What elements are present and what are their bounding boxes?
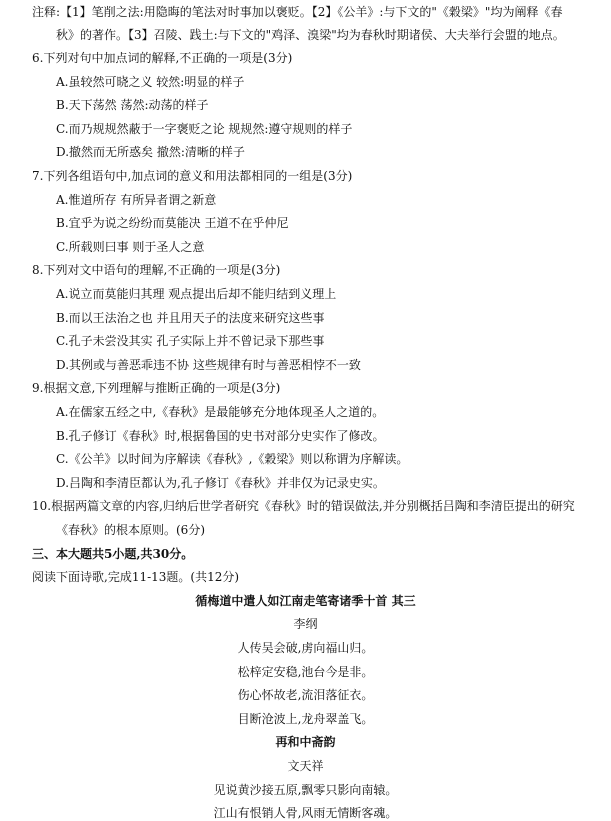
question-10-line-2: 《春秋》的根本原则。(6分) <box>56 523 205 537</box>
poem-1-title: 循梅道中遣人如江南走笔寄诸季十首 其三 <box>195 593 416 608</box>
question-8-option-d: D.其例或与善恶乖违不协 这些规律有时与善恶相悖不一致 <box>56 357 361 372</box>
poem-1-line-4: 目断沧波上,龙舟翠盖飞。 <box>237 711 374 726</box>
question-9-option-a: A.在儒家五经之中,《春秋》是最能够充分地体现圣人之道的。 <box>56 405 385 419</box>
question-9-option-c: C.《公羊》以时间为序解读《春秋》,《穀梁》则以称谓为序解读。 <box>56 452 409 467</box>
annotation-line-2: 秋》的著作。【3】召陵、践土:与下文的"鸡泽、溴梁"均为春秋时期诸侯、大夫举行会盟的地点。 <box>56 28 565 42</box>
poem-1-line-2: 松梓定安稳,池台今是非。 <box>237 664 374 679</box>
question-10-line-1: 10.根据两篇文章的内容,归纳后世学者研究《春秋》时的错误做法,并分别概括吕陶和李清臣提出的研究 <box>32 499 575 514</box>
poem-2-author: 文天祥 <box>287 759 324 773</box>
question-6-option-b: B.天下荡然 荡然:动荡的样子 <box>56 98 209 113</box>
poem-1-line-3: 伤心怀故老,流泪落征衣。 <box>237 688 374 703</box>
question-7-option-c: C.所载则曰事 则于圣人之意 <box>56 239 205 254</box>
question-6-option-c: C.而乃规规然蔽于一字褒贬之论 规规然:遵守规则的样子 <box>56 121 353 136</box>
question-8-option-a: A.说立而莫能归其理 观点提出后却不能归结到义理上 <box>56 287 337 301</box>
question-8-option-b: B.而以王法治之也 并且用天子的法度来研究这些事 <box>56 310 325 325</box>
question-9-stem: 9.根据文意,下列理解与推断正确的一项是(3分) <box>32 381 281 396</box>
section-3-intro: 阅读下面诗歌,完成11-13题。(共12分) <box>32 570 240 585</box>
question-6-option-a: A.虽较然可晓之义 较然:明显的样子 <box>56 74 245 89</box>
poem-2-line-2: 江山有恨销人骨,风雨无情断客魂。 <box>213 806 398 821</box>
question-7-option-a: A.惟道所存 有所异者谓之新意 <box>56 192 217 207</box>
question-7-option-b: B.宜乎为说之纷纷而莫能决 王道不在乎仲尼 <box>56 216 289 231</box>
question-9-option-d: D.吕陶和李清臣都认为,孔子修订《春秋》并非仅为记录史实。 <box>56 475 385 490</box>
question-6-stem: 6.下列对句中加点词的解释,不正确的一项是(3分) <box>32 51 293 65</box>
question-7-stem: 7.下列各组语句中,加点词的意义和用法都相同的一组是(3分) <box>32 169 353 183</box>
question-6-option-d: D.撤然而无所惑矣 撤然:清晰的样子 <box>56 145 245 160</box>
poem-1-line-1: 人传吴会破,虏向福山归。 <box>237 641 374 655</box>
section-3-heading: 三、本大题共5小题,共30分。 <box>32 546 194 561</box>
poem-1-author: 李纲 <box>293 617 318 632</box>
question-8-stem: 8.下列对文中语句的理解,不正确的一项是(3分) <box>32 263 281 278</box>
poem-2-title: 再和中斋韵 <box>275 735 336 750</box>
question-9-option-b: B.孔子修订《春秋》时,根据鲁国的史书对部分史实作了修改。 <box>56 428 385 443</box>
poem-2-line-1: 见说黄沙接五原,飘零只影向南辕。 <box>213 782 398 797</box>
question-8-option-c: C.孔子未尝没其实 孔子实际上并不曾记录下那些事 <box>56 334 325 349</box>
annotation-line-1: 注释:【1】笔削之法:用隐晦的笔法对时事加以褒贬。【2】《公羊》:与下文的"《穀梁》"均为阐释《春 <box>32 5 563 19</box>
